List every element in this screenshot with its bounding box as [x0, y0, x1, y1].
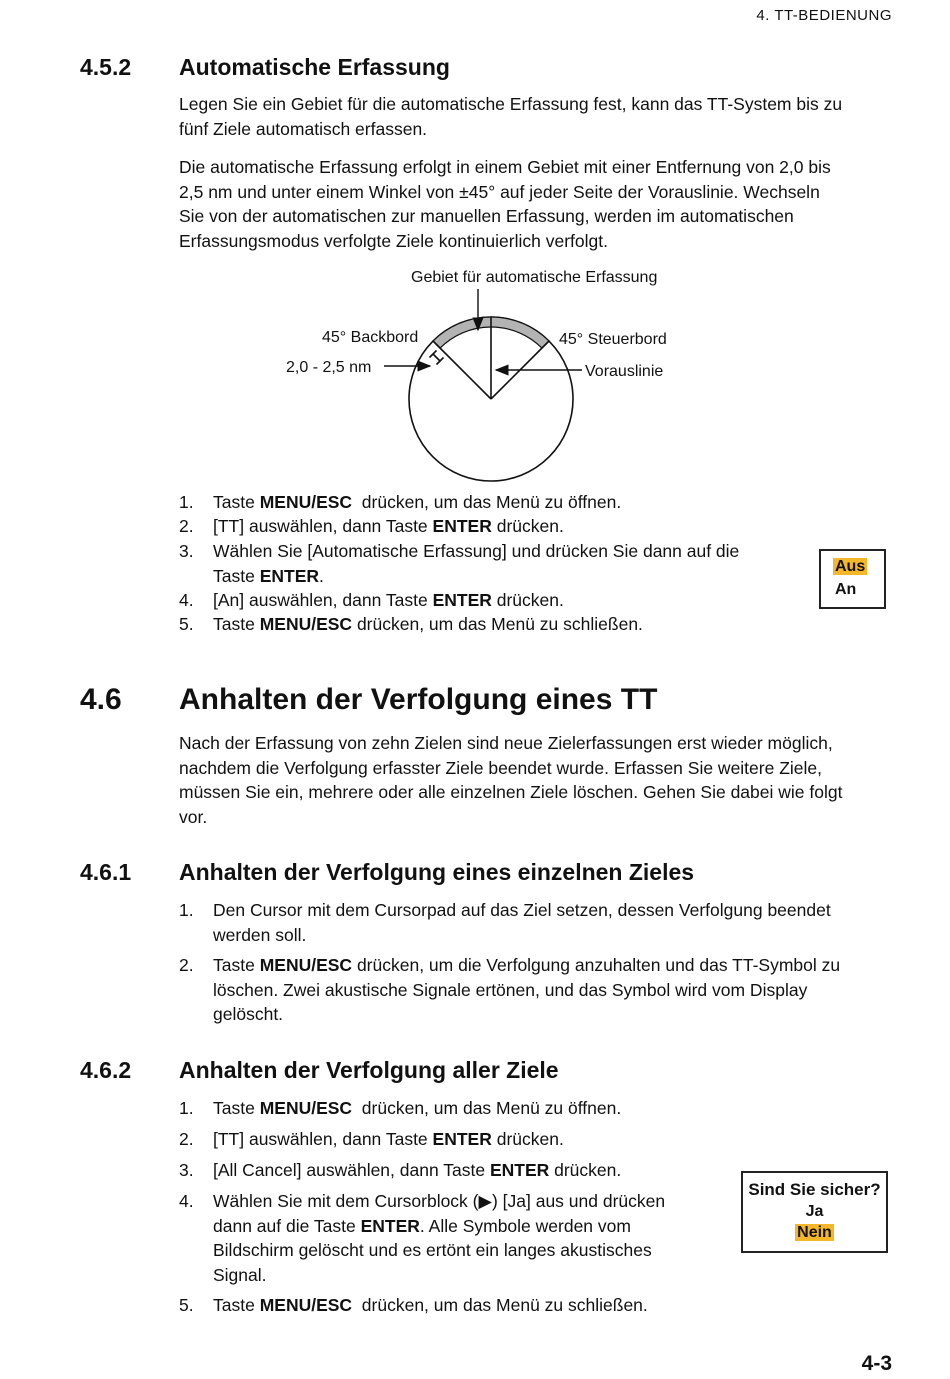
- step-text: Taste MENU/ESC drücken, um das Menü zu schließen.: [213, 1295, 648, 1315]
- acquisition-area-diagram: [270, 258, 710, 490]
- step-text: Taste MENU/ESC drücken, um das Menü zu öffnen.: [213, 1098, 622, 1118]
- confirm-dialog: [741, 1171, 888, 1253]
- step-number: 1.: [179, 900, 194, 920]
- text-line: Legen Sie ein Gebiet für die automatische Erfassung fest, kann das TT-System bis zu: [179, 94, 843, 114]
- section-number-4-6-1: 4.6.1: [80, 859, 132, 885]
- step-number: 2.: [179, 1129, 194, 1149]
- text-line: Sie von der automatischen zur manuellen Erfassung, werden im automatischen: [179, 206, 794, 226]
- key-name: MENU/ESC: [259, 614, 353, 634]
- key-name: ENTER: [432, 590, 492, 610]
- key-name: ENTER: [259, 565, 320, 586]
- step-number: 5.: [179, 614, 194, 634]
- text-line: Nach der Erfassung von zehn Zielen sind neue Zielerfassungen erst wieder möglich,: [179, 733, 833, 753]
- section-title-4-6-2: Anhalten der Verfolgung aller Ziele: [179, 1057, 559, 1083]
- step-number: 3.: [179, 541, 194, 561]
- label-port: 45° Backbord: [322, 329, 419, 346]
- step-number: 1.: [179, 492, 194, 512]
- step-text: [TT] auswählen, dann Taste ENTER drücken.: [213, 1129, 564, 1149]
- text-line: nachdem die Verfolgung erfasster Ziele beendet wurde. Erfassen Sie weitere Ziele,: [179, 757, 822, 778]
- step-number: 1.: [179, 1098, 194, 1118]
- step-text: [All Cancel] auswählen, dann Taste ENTER drücken.: [213, 1160, 622, 1180]
- text-line: fünf Ziele automatisch erfassen.: [179, 118, 428, 139]
- key-name: ENTER: [432, 516, 492, 536]
- step-text: Taste MENU/ESC drücken, um das Menü zu schließen.: [213, 614, 643, 634]
- step-text: Taste MENU/ESC drücken, um die Verfolgung anzuhalten und das TT-Symbol zu löschen. Zwei akustische Signale ertönen, und das Symbol wird vom Display gelöscht.: [213, 955, 841, 1024]
- step-number: 4.: [179, 590, 194, 610]
- step-number: 2.: [179, 516, 194, 536]
- key-name: ENTER: [360, 1215, 420, 1236]
- menu-option-an: An: [835, 581, 857, 598]
- key-name: MENU/ESC: [259, 1295, 353, 1315]
- step-text: [TT] auswählen, dann Taste ENTER drücken.: [213, 516, 564, 536]
- list-item: [179, 612, 819, 637]
- text-line: vor.: [179, 806, 208, 827]
- list-item: [179, 490, 819, 515]
- section-number-4-6-2: 4.6.2: [80, 1057, 132, 1083]
- list-item: [179, 539, 819, 589]
- step-number: 5.: [179, 1295, 194, 1315]
- step-text: Taste MENU/ESC drücken, um das Menü zu öffnen.: [213, 492, 622, 512]
- steps-4-5-2: [179, 490, 819, 640]
- list-item: [179, 588, 819, 613]
- label-range: 2,0 - 2,5 nm: [286, 359, 372, 376]
- steps-4-6-2: [179, 1096, 739, 1326]
- key-name: MENU/ESC: [259, 1098, 353, 1118]
- section-title-4-5-2: Automatische Erfassung: [179, 54, 450, 80]
- step-text: Wählen Sie [Automatische Erfassung] und drücken Sie dann auf die Taste ENTER.: [213, 541, 740, 586]
- text-line: müssen Sie ein, mehrere oder alle einzelnen Ziele löschen. Gehen Sie dabei wie folgt: [179, 782, 843, 802]
- label-starboard: 45° Steuerbord: [559, 331, 667, 348]
- paragraph-4-6: [179, 731, 899, 829]
- paragraph-detail: [179, 155, 899, 253]
- text-line: Die automatische Erfassung erfolgt in einem Gebiet mit einer Entfernung von 2,0 bis: [179, 157, 831, 177]
- step-number: 2.: [179, 955, 194, 975]
- text-line: Erfassungsmodus verfolgte Ziele kontinuierlich verfolgt.: [179, 230, 608, 251]
- list-item: [179, 514, 819, 539]
- steps-4-6-1: [179, 898, 899, 1028]
- step-text: Den Cursor mit dem Cursorpad auf das Ziel setzen, dessen Verfolgung beendet werden soll.: [213, 900, 831, 945]
- confirm-option-nein: Nein: [797, 1224, 832, 1241]
- step-text: [An] auswählen, dann Taste ENTER drücken.: [213, 590, 564, 610]
- chapter-header: 4. TT-BEDIENUNG: [756, 7, 892, 24]
- paragraph-intro: [179, 92, 899, 141]
- menu-option-aus: Aus: [835, 558, 866, 575]
- section-number-4-6: 4.6: [80, 683, 122, 716]
- step-text: Wählen Sie mit dem Cursorblock (▶) [Ja] aus und drücken dann auf die Taste ENTER. Alle Symbole werden vom Bildschirm gelöscht und es ertönt ein langes akustisches Signal.: [213, 1191, 666, 1285]
- key-name: ENTER: [432, 1129, 492, 1149]
- key-name: ENTER: [489, 1160, 550, 1180]
- step-number: 3.: [179, 1160, 194, 1180]
- text-line: 2,5 nm und unter einem Winkel von ±45° auf jeder Seite der Vorauslinie. Wechseln: [179, 181, 820, 202]
- section-title-4-6-1: Anhalten der Verfolgung eines einzelnen Zieles: [179, 859, 695, 885]
- step-number: 4.: [179, 1191, 194, 1211]
- key-name: MENU/ESC: [259, 492, 353, 512]
- menu-on-off: [819, 549, 886, 609]
- label-heading: Vorauslinie: [585, 363, 664, 380]
- page-number: 4-3: [861, 1352, 892, 1375]
- section-number-4-5-2: 4.5.2: [80, 54, 132, 80]
- section-title-4-6: Anhalten der Verfolgung eines TT: [179, 683, 658, 716]
- confirm-question: Sind Sie sicher?: [748, 1180, 881, 1199]
- label-area: Gebiet für automatische Erfassung: [411, 269, 658, 286]
- key-name: MENU/ESC: [259, 955, 353, 975]
- confirm-option-ja: Ja: [805, 1203, 824, 1220]
